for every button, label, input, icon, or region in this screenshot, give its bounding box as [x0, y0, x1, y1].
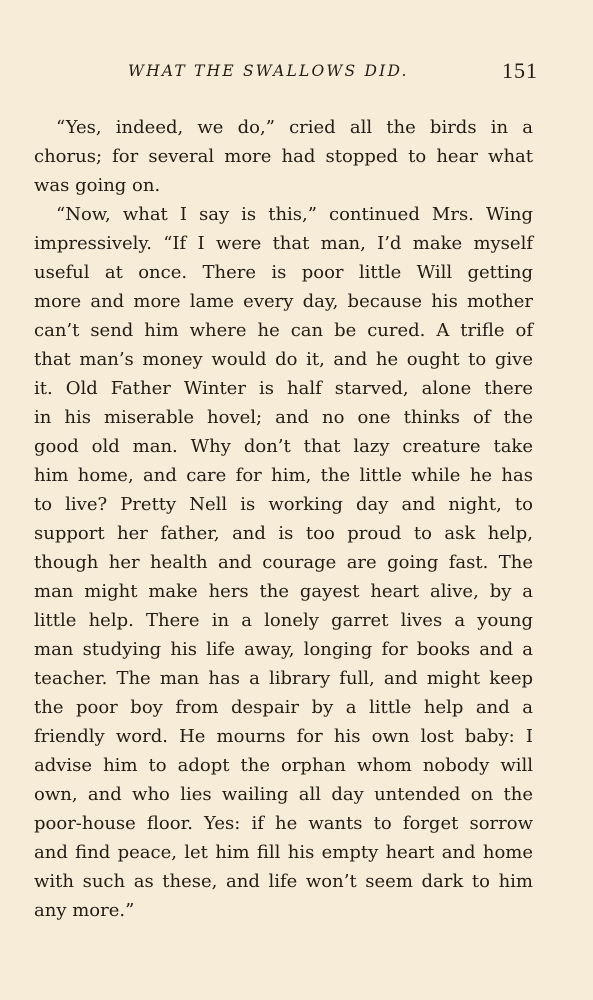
text-line: chorus; for several more had stopped to hear what	[34, 146, 533, 167]
text-line: friendly word. He mourns for his own lost baby: I	[34, 726, 533, 747]
text-line: though her health and courage are going fast. The	[34, 552, 533, 573]
text-line: impressively. “If I were that man, I’d make myself	[34, 233, 533, 254]
text-line: him home, and care for him, the little while he has	[34, 465, 533, 486]
text-line: own, and who lies wailing all day untended on the	[34, 784, 533, 805]
page-number: 151	[502, 58, 538, 83]
text-line: with such as these, and life won’t seem dark to him	[34, 871, 533, 892]
text-line: in his miserable hovel; and no one thinks of the	[34, 407, 533, 428]
page-header	[128, 60, 538, 90]
text-line: useful at once. There is poor little Will getting	[34, 262, 533, 283]
text-line: to live? Pretty Nell is working day and night, to	[34, 494, 533, 515]
text-line: advise him to adopt the orphan whom nobody will	[34, 755, 533, 776]
text-line: any more.”	[34, 900, 135, 921]
text-line: good old man. Why don’t that lazy creature take	[34, 436, 533, 457]
text-line: man studying his life away, longing for books and a	[34, 639, 533, 660]
text-line: can’t send him where he can be cured. A trifle of	[34, 320, 533, 341]
text-line: the poor boy from despair by a little help and a	[34, 697, 533, 718]
text-line: and find peace, let him fill his empty heart and home	[34, 842, 533, 863]
text-line: support her father, and is too proud to ask help,	[34, 523, 533, 544]
text-line: “Yes, indeed, we do,” cried all the birds in a	[56, 117, 533, 138]
text-line: teacher. The man has a library full, and might keep	[34, 668, 533, 689]
text-line: more and more lame every day, because his mother	[34, 291, 533, 312]
running-title: WHAT THE SWALLOWS DID.	[128, 62, 409, 80]
text-line: “Now, what I say is this,” continued Mrs. Wing	[56, 204, 533, 225]
text-line: it. Old Father Winter is half starved, alone there	[34, 378, 533, 399]
text-line: that man’s money would do it, and he ought to give	[34, 349, 533, 370]
body-text	[34, 113, 533, 925]
text-line: man might make hers the gayest heart alive, by a	[34, 581, 533, 602]
text-line: was going on.	[34, 175, 161, 196]
text-line: poor-house floor. Yes: if he wants to forget sorrow	[34, 813, 533, 834]
text-line: little help. There in a lonely garret lives a young	[34, 610, 533, 631]
